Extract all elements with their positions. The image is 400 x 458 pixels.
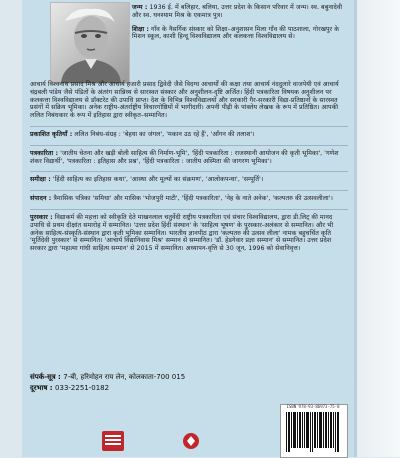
education-paragraph (132, 26, 347, 42)
section-text: 'जातीय चेतना और खड़ी बोली साहित्य की निर्माण-भूमि', 'हिंदी पत्रकारिता : राजस्थानी आयोजन की कृती भूमिका', 'गणेश शंकर विद्यार्थी', 'पत्रकारिता : इतिहास और प्रश्न', 'हिंदी पत्रकारिता : जातीय अस्मिता की जागरण भूमिका'। (30, 149, 339, 165)
section-journalism (30, 150, 348, 166)
address-line (30, 372, 348, 383)
address-value: 7-बी, हरिमोहन राय लेन, कोलकाता-700 015 (63, 373, 186, 381)
isbn-text: ISBN 978-93-86973-75-8 (286, 404, 340, 409)
section-text: विद्याकर्म की महत्ता को स्वीकृति देते माखनलाल चतुर्वेदी राष्ट्रीय पत्रकारिता एवं संचार विश्वविद्यालय, द्वारा डी.लिट् की मानद उपाधि से प्रथम दीक्षांत समारोह में सम्मानित। 'उत्तर प्रदेश हिंदी संस्थान' के 'साहित्य भूषण' के पुरस्कार-अलंकार से सम्मानित। और भी अनेक साहित्य-संस्कृति-संस्थान द्वारा कृती भूमिका सम्मानित। भारतीय ज्ञानपीठ द्वारा 'कल्पतरु की उत्सव लीला' नामक बहुचर्चित कृति 'मूर्तिदेवी पुरस्कार' से सम्मानित। 'आचार्य विद्यानिवास मिश्र' सम्मान से सम्मानित। 'डॉ. हेडगेवार प्रज्ञा सम्मान' से सम्मानित। उत्तर प्रदेश सरकार द्वारा 'महात्मा गांधी साहित्य सम्मान' से 2015 में सम्मानित। अध्यापन-वृत्ति से 30 जून, 1996 को सेवानिवृत्त। (30, 213, 334, 253)
contact-info (30, 372, 348, 394)
book-spine-edge (357, 0, 400, 457)
phone-line (30, 383, 348, 394)
education-text: गाँव के नैसर्गिक संस्कार को शिक्षा–अनुशासन मिला गाँव की पाठशाला, गोरखपुर के मिशन स्कूल, काशी हिन्दू विश्वविद्यालय और कलकत्ता विश्वविद्यालय से। (132, 25, 340, 41)
section-label: प्रकाशित कृतियाँ : (30, 130, 73, 138)
birth-paragraph (132, 4, 347, 20)
phone-label: दूरभाष : (30, 384, 53, 392)
address-label: संपर्क-सूत्र : (30, 373, 61, 381)
section-label: संपादन : (30, 195, 52, 203)
education-label: शिक्षा : (132, 25, 149, 33)
birth-label: जन्म : (132, 4, 148, 11)
bio-paragraph: आचार्य विश्वनाथ प्रसाद मिश्र और आचार्य हजारी प्रसाद द्विवेदी जैसे विदग्ध आचार्यों की कक्षा तथा आचार्य नंददुलारे वाजपेयी एवं आचार्य चंद्रबली पांडेय जैसे पंडितों के अंतरंग सान्निध्य से सारस्वत संस्कार और अनुशीलन-दृष्टि अर्जित। हिंदी पत्रकारिता विषयक अनुशीलन पर कलकत्ता विश्वविद्यालय से डॉक्टरेट की उपाधि प्राप्त। देश के विभिन्न विश्वविद्यालयों और सरकारी गैर-सरकारी विद्या-प्रतिष्ठानों के सारस्वत प्रसंगों में सक्रिय भूमिका। अनेक राष्ट्रीय-अंतर्राष्ट्रीय विचारगोष्ठियों में भागीदारी। अपनी पीढ़ी के पांक्तेय लेखक के रूप में प्रतिष्ठित। आपकी ललित निबंधकार के रूप में इतिहास द्वारा स्वीकृत–सम्मानित। (30, 81, 339, 120)
author-intro (132, 4, 347, 47)
section-label: पत्रकारिता : (30, 149, 59, 157)
author-bio-body (30, 81, 348, 259)
barcode-bars (286, 412, 340, 452)
section-text: 'हिंदी साहित्य का इतिहास कथा', 'आस्था और मूल्यों का संक्रमण', 'आलोकपन्था', 'सम्पूर्ति'। (52, 176, 264, 184)
divider (30, 171, 348, 172)
author-photo (50, 2, 130, 84)
section-text: ललित निबंध-संग्रह : 'बेहया का जंगल', 'मकान उठ रहे हैं', 'ऑंगन की तलाश'। (74, 130, 255, 138)
publisher-emblem (182, 432, 200, 450)
section-awards (30, 214, 348, 253)
section-editing (30, 195, 348, 203)
section-published-works (30, 131, 348, 139)
publisher-logo (101, 430, 125, 452)
section-label: पुरस्कार : (30, 213, 53, 221)
divider (30, 145, 348, 146)
birth-text: 1936 ई. में बलिहार, बलिया, उत्तर प्रदेश के किसान परिवार में जन्म। स्व. बबुनादेवी और स्व. घनश्याम मिश्र के एकमात्र पुत्र। (132, 4, 343, 19)
section-label: समीक्षा : (30, 176, 51, 184)
divider (30, 190, 348, 191)
section-text: त्रैमासिक पत्रिका 'समिधा' और मासिक 'भोजपुरी माटी', 'हिंदी पत्रकारिता', 'नेह के नाते अनेक', 'कल्पतरु की उत्सवलीला'। (53, 195, 333, 203)
divider (30, 209, 348, 210)
divider (30, 126, 348, 127)
phone-value: 033-2251-0182 (55, 384, 110, 392)
section-criticism (30, 176, 348, 184)
